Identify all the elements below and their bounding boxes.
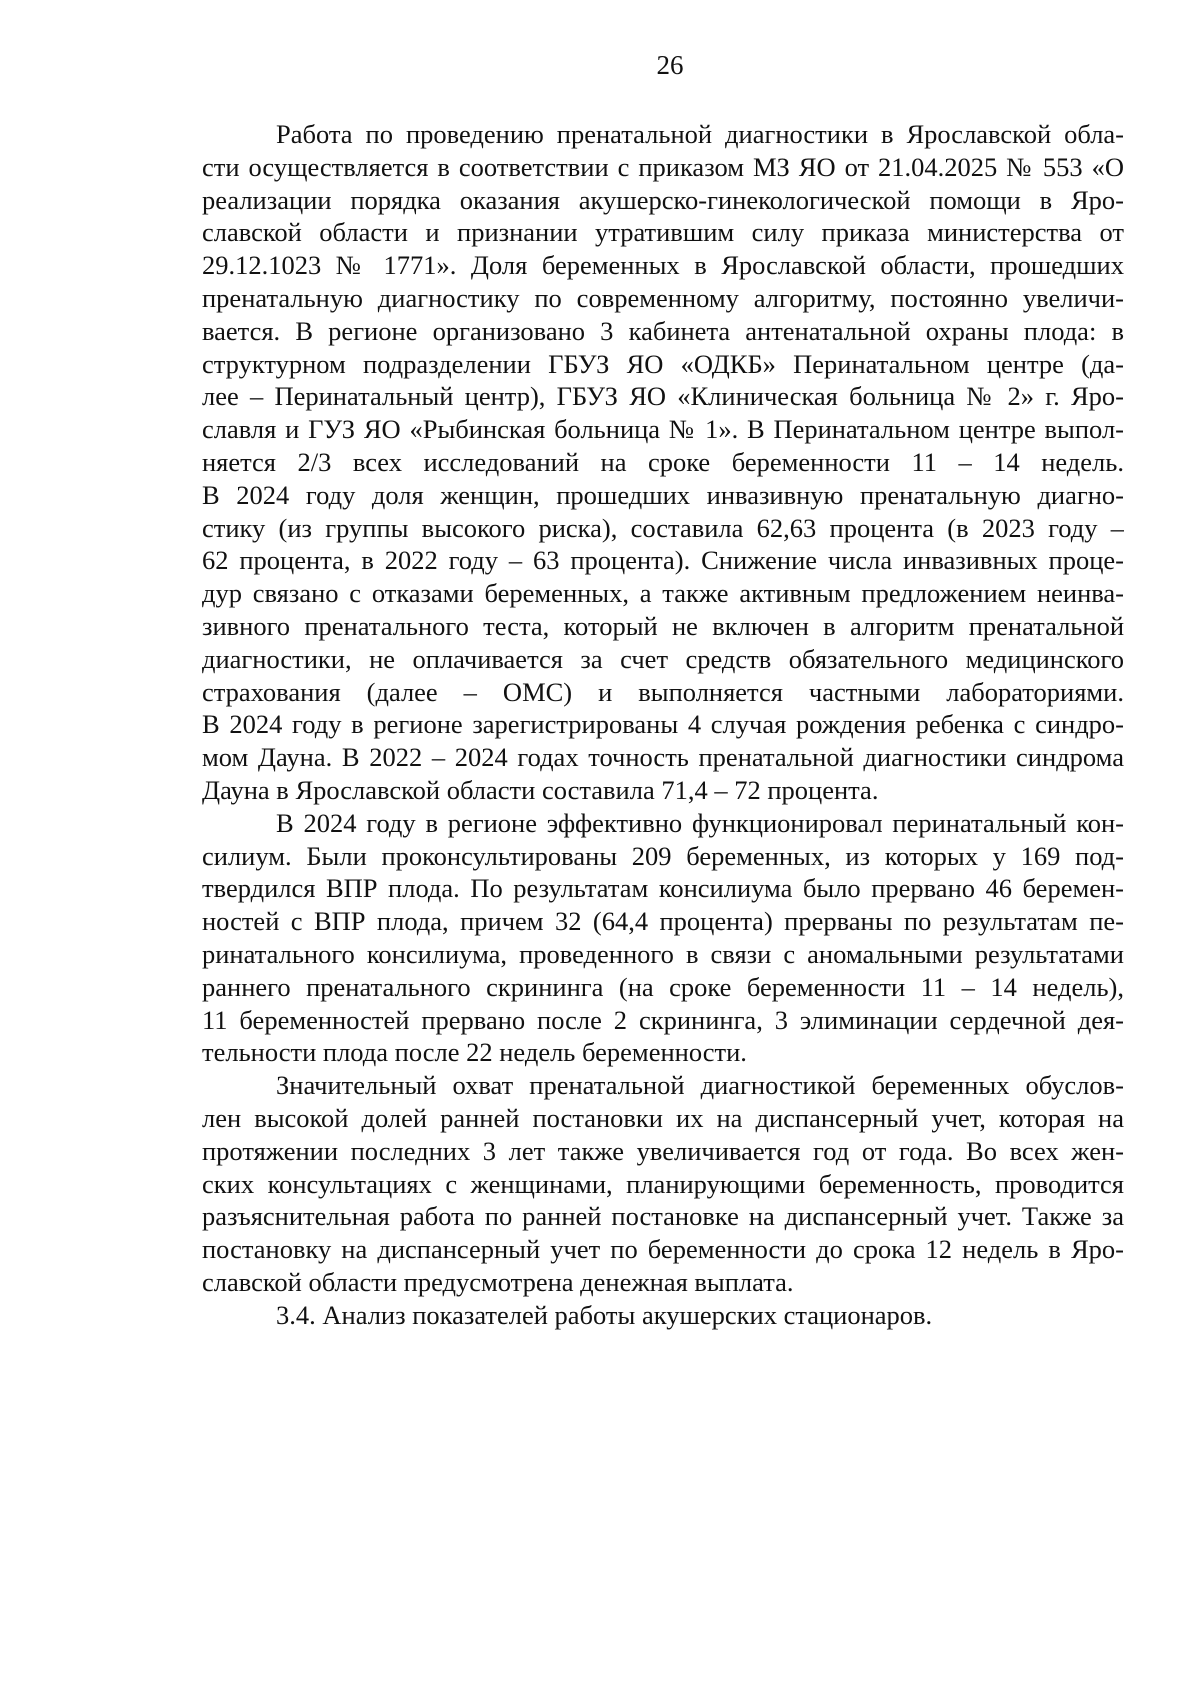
text-line: разъяснительная работа по ранней постановке на диспансерный учет. Также за (202, 1201, 1124, 1232)
text-line: ринатального консилиума, проведенного в связи с аномальными результатами (202, 938, 1124, 969)
text-line: славля и ГУЗ ЯО «Рыбинская больница № 1». В Перинатальном центре выпол- (202, 414, 1124, 445)
text-line: В 2024 году в регионе зарегистрированы 4 случая рождения ребенка с синдро- (202, 709, 1124, 740)
text-line: ностей с ВПР плода, причем 32 (64,4 процента) прерваны по результатам пе- (202, 906, 1124, 937)
text-line: славской области предусмотрена денежная выплата. (202, 1266, 794, 1297)
text-line: Значительный охват пренатальной диагностикой беременных обуслов- (276, 1070, 1124, 1101)
paragraph (202, 1069, 1124, 1299)
text-line: протяжении последних 3 лет также увеличивается год от года. Во всех жен- (202, 1135, 1124, 1166)
text-line: няется 2/3 всех исследований на сроке беременности 11 – 14 недель. (202, 446, 1124, 477)
text-line: реализации порядка оказания акушерско-гинекологической помощи в Яро- (202, 184, 1124, 215)
paragraph (202, 118, 1124, 807)
text-line: лен высокой долей ранней постановки их на диспансерный учет, которая на (202, 1102, 1124, 1133)
text-line: пренатальную диагностику по современному алгоритму, постоянно увеличи- (202, 282, 1124, 313)
text-line: вается. В регионе организовано 3 кабинета антенатальной охраны плода: в (202, 315, 1124, 346)
text-line: славской области и признании утратившим силу приказа министерства от (202, 217, 1124, 248)
text-line: раннего пренатального скрининга (на сроке беременности 11 – 14 недель), (202, 971, 1124, 1002)
text-line: структурном подразделении ГБУЗ ЯО «ОДКБ» Перинатальном центре (да- (202, 348, 1124, 379)
paragraph (202, 807, 1124, 1069)
text-line: В 2024 году в регионе эффективно функционировал перинатальный кон- (276, 807, 1124, 838)
document-body (202, 118, 1124, 1331)
text-line: сти осуществляется в соответствии с приказом МЗ ЯО от 21.04.2025 № 553 «О (202, 151, 1124, 182)
text-line: постановку на диспансерный учет по беременности до срока 12 недель в Яро- (202, 1234, 1124, 1265)
text-line: 3.4. Анализ показателей работы акушерских стационаров. (276, 1299, 933, 1330)
text-line: зивного пренатального теста, который не включен в алгоритм пренатальной (202, 610, 1124, 641)
text-line: 62 процента, в 2022 году – 63 процента). Снижение числа инвазивных проце- (202, 545, 1124, 576)
text-line: 11 беременностей прервано после 2 скрининга, 3 элиминации сердечной дея- (202, 1004, 1124, 1035)
page-number: 26 (656, 50, 684, 80)
text-line: лее – Перинатальный центр), ГБУЗ ЯО «Клиническая больница № 2» г. Яро- (202, 381, 1124, 412)
text-line: диагностики, не оплачивается за счет средств обязательного медицинского (202, 643, 1124, 674)
text-line: Работа по проведению пренатальной диагностики в Ярославской обла- (276, 119, 1124, 149)
paragraph (202, 1299, 1124, 1332)
text-line: тельности плода после 22 недель беременности. (202, 1037, 747, 1068)
text-line: дур связано с отказами беременных, а также активным предложением неинва- (202, 578, 1124, 609)
text-line: 29.12.1023 № 1771». Доля беременных в Ярославской области, прошедших (202, 250, 1124, 281)
text-line: страхования (далее – ОМС) и выполняется частными лабораториями. (202, 676, 1124, 707)
text-line: В 2024 году доля женщин, прошедших инвазивную пренатальную диагно- (202, 479, 1124, 510)
text-line: ских консультациях с женщинами, планирующими беременность, проводится (202, 1168, 1124, 1199)
text-line: твердился ВПР плода. По результатам консилиума было прервано 46 беремен- (202, 873, 1124, 904)
text-line: силиум. Были проконсультированы 209 беременных, из которых у 169 под- (202, 840, 1124, 871)
text-line: мом Дауна. В 2022 – 2024 годах точность пренатальной диагностики синдрома (202, 742, 1124, 773)
text-line: Дауна в Ярославской области составила 71,4 – 72 процента. (202, 774, 879, 805)
text-line: стику (из группы высокого риска), составила 62,63 процента (в 2023 году – (202, 512, 1124, 543)
